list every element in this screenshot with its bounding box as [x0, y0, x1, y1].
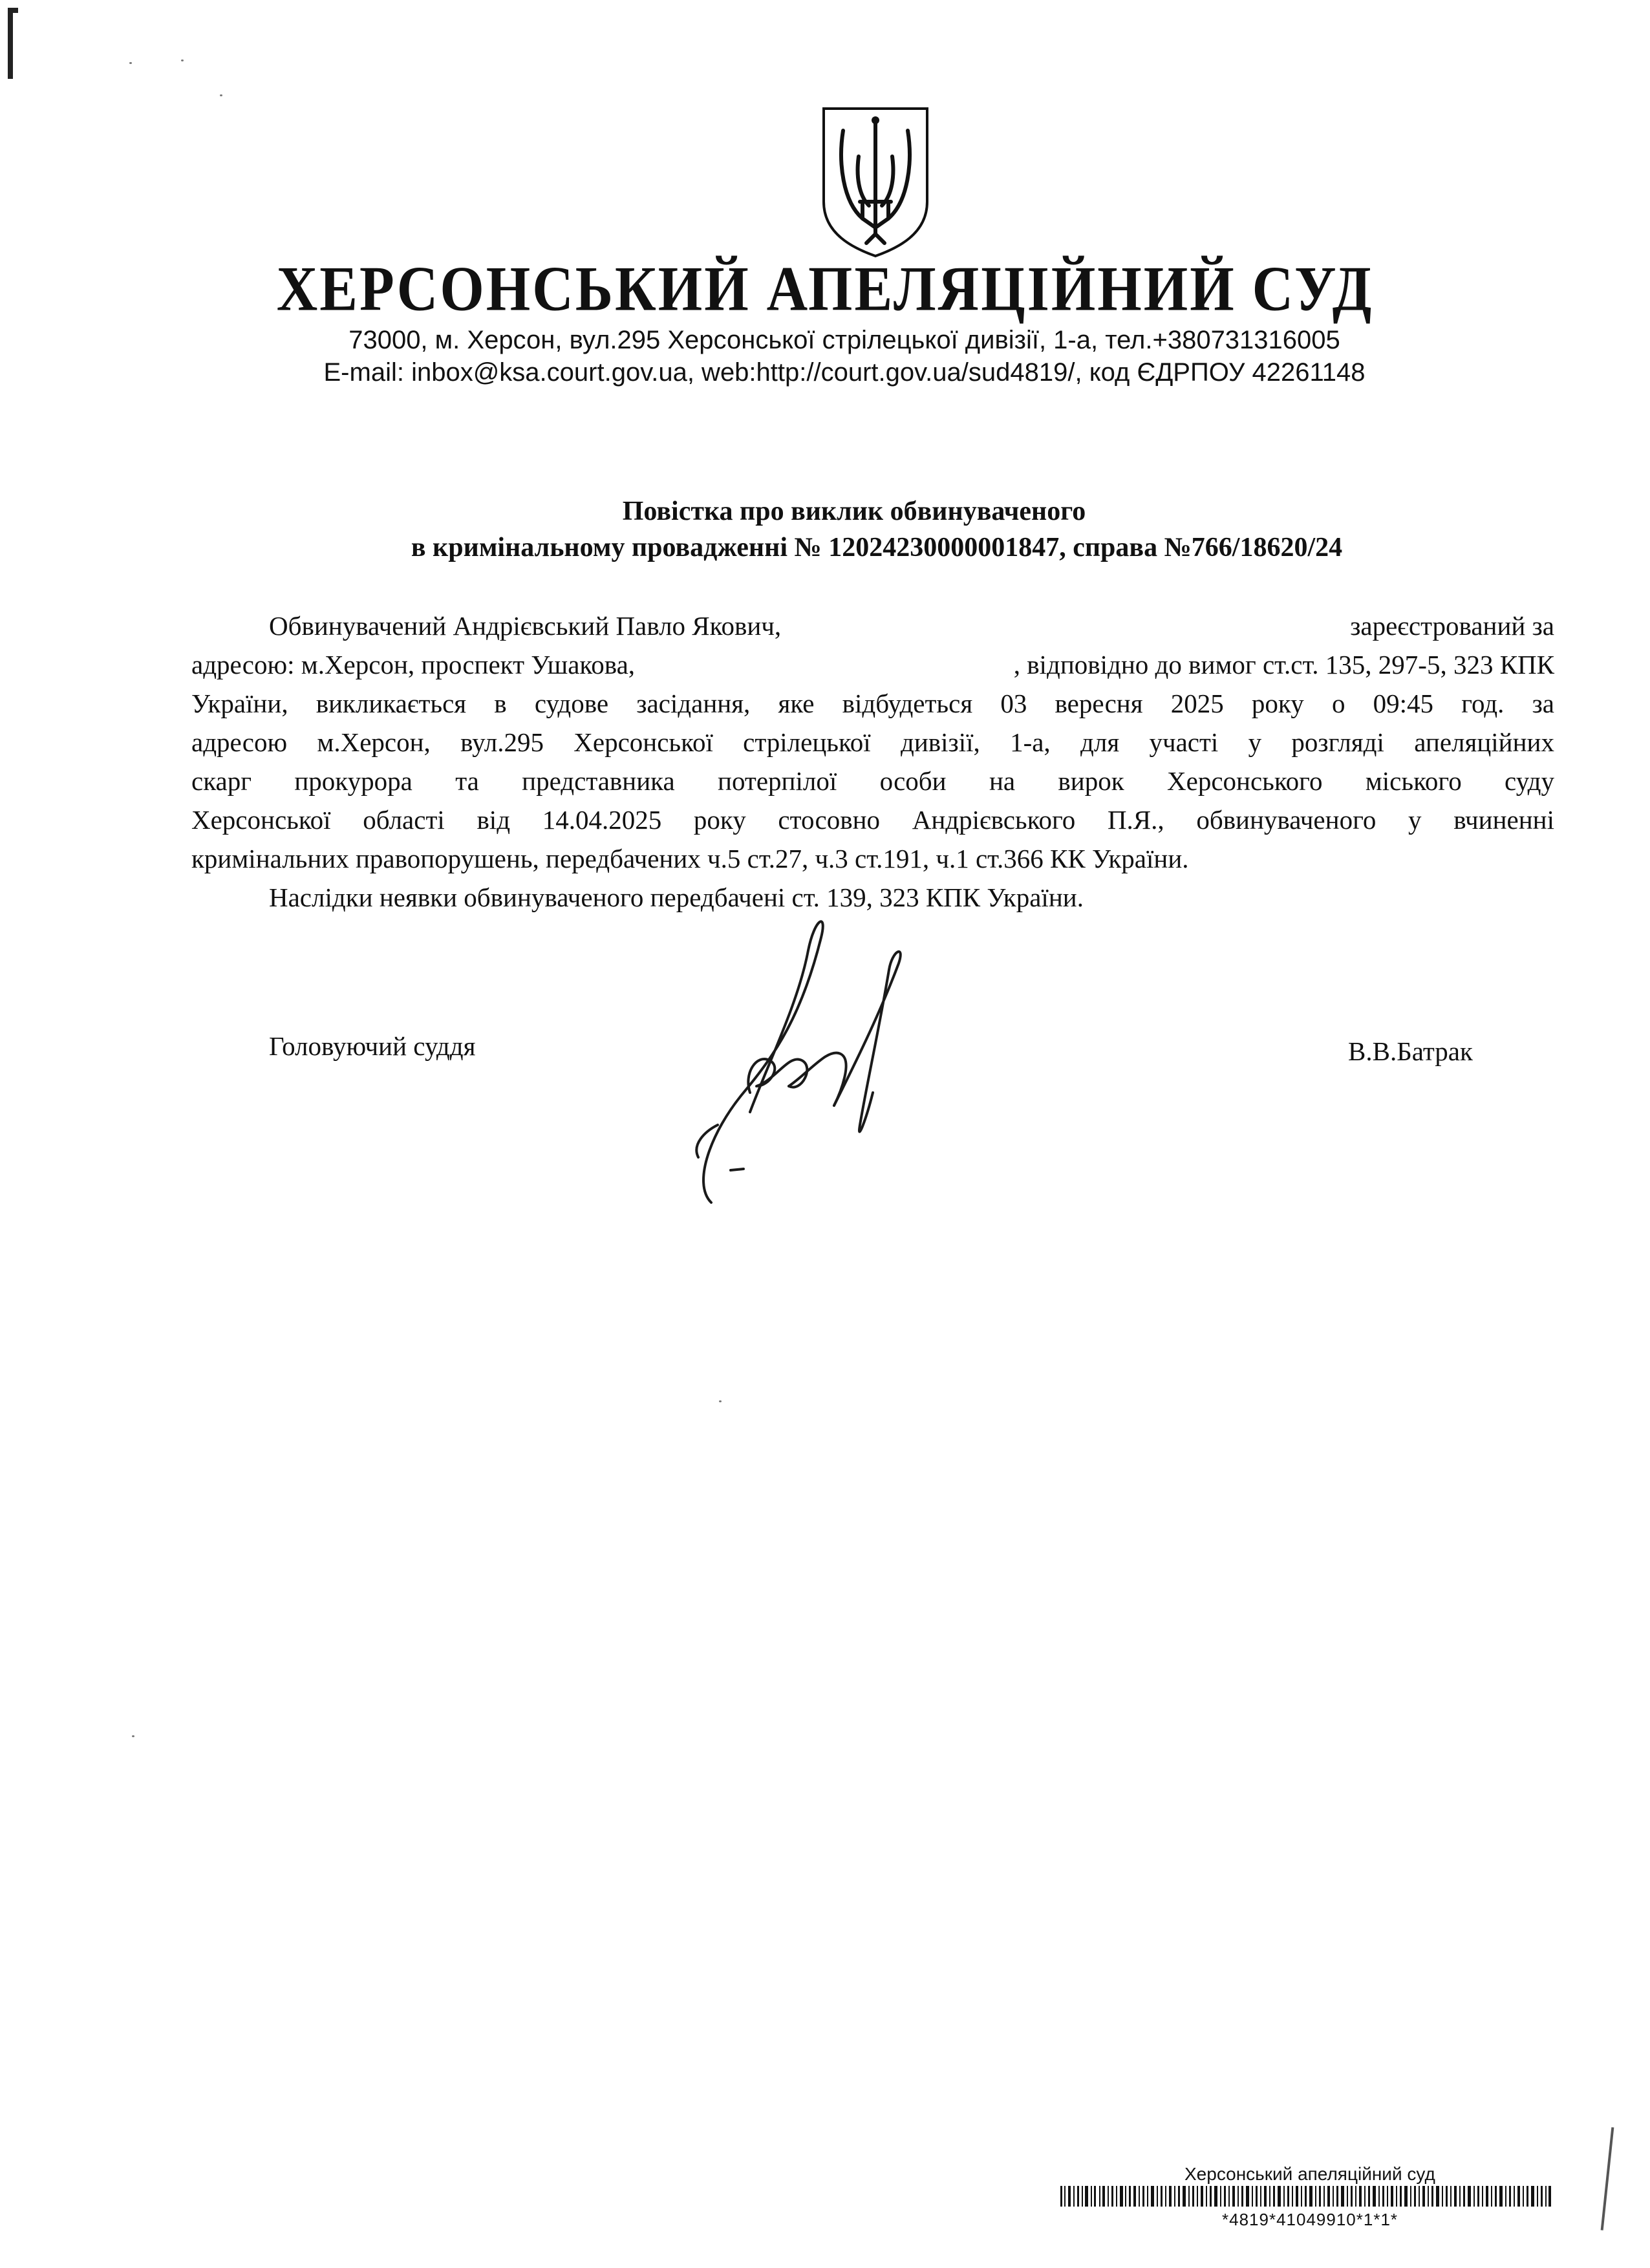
accused-name-text: Обвинувачений Андрієвський Павло Якович, — [269, 611, 782, 641]
paragraph-1-line-1 — [269, 613, 1554, 639]
scan-speck — [719, 1400, 722, 1402]
judge-name: В.В.Батрак — [1348, 1036, 1473, 1066]
court-name: ХЕРСОНСЬКИЙ АПЕЛЯЦІЙНИЙ СУД — [276, 254, 1374, 325]
scan-speck — [181, 59, 184, 61]
barcode-icon — [1060, 2186, 1552, 2207]
paragraph-1-line-3: України, викликається в судове засідання, яке відбудеться 03 вересня 2025 року о 09:45 год. за — [191, 689, 1554, 718]
address-text: адресою: м.Херсон, проспект Ушакова, — [191, 650, 636, 679]
paragraph-1-line-4: адресою м.Херсон, вул.295 Херсонської стрілецької дивізії, 1-а, для участі у розгляді апеляційних — [191, 727, 1554, 757]
paragraph-1-line-7: кримінальних правопорушень, передбачених ч.5 ст.27, ч.3 ст.191, ч.1 ст.366 КК України. — [191, 844, 1189, 873]
scan-speck — [220, 94, 222, 96]
court-contacts: E-mail: inbox@ksa.court.gov.ua, web:http://court.gov.ua/sud4819/, код ЄДРПОУ 42261148 — [323, 358, 1366, 387]
judge-role: Головуючий суддя — [269, 1031, 476, 1061]
footer-court-name: Херсонський апеляційний суд — [1184, 2164, 1435, 2184]
registered-text: зареєстрований за — [1350, 611, 1554, 641]
scan-edge-mark — [1601, 2127, 1614, 2231]
handwritten-signature — [672, 899, 944, 1235]
scan-speck — [132, 1735, 134, 1737]
paragraph-1-line-2 — [191, 652, 1554, 678]
trident-coat-of-arms-icon — [820, 105, 931, 259]
paragraph-1-line-6: Херсонської області від 14.04.2025 року стосовно Андрієвського П.Я., обвинуваченого у вчиненні — [191, 805, 1554, 835]
legal-basis-text: , відповідно до вимог ст.ст. 135, 297-5, 323 КПК — [1013, 650, 1554, 679]
paragraph-2: Наслідки неявки обвинуваченого передбачені ст. 139, 323 КПК України. — [269, 883, 1084, 912]
barcode-number: *4819*41049910*1*1* — [1222, 2210, 1398, 2229]
court-address: 73000, м. Херсон, вул.295 Херсонської стрілецької дивізії, 1-а, тел.+380731316005 — [348, 326, 1340, 354]
scan-speck — [129, 62, 132, 64]
scan-corner-mark — [8, 8, 13, 79]
document-title: Повістка про виклик обвинуваченого — [622, 497, 1086, 526]
paragraph-1-line-5: скарг прокурора та представника потерпілої особи на вирок Херсонського міського суду — [191, 766, 1554, 796]
document-subtitle: в кримінальному провадженні № 12024230000001847, справа №766/18620/24 — [411, 533, 1343, 562]
